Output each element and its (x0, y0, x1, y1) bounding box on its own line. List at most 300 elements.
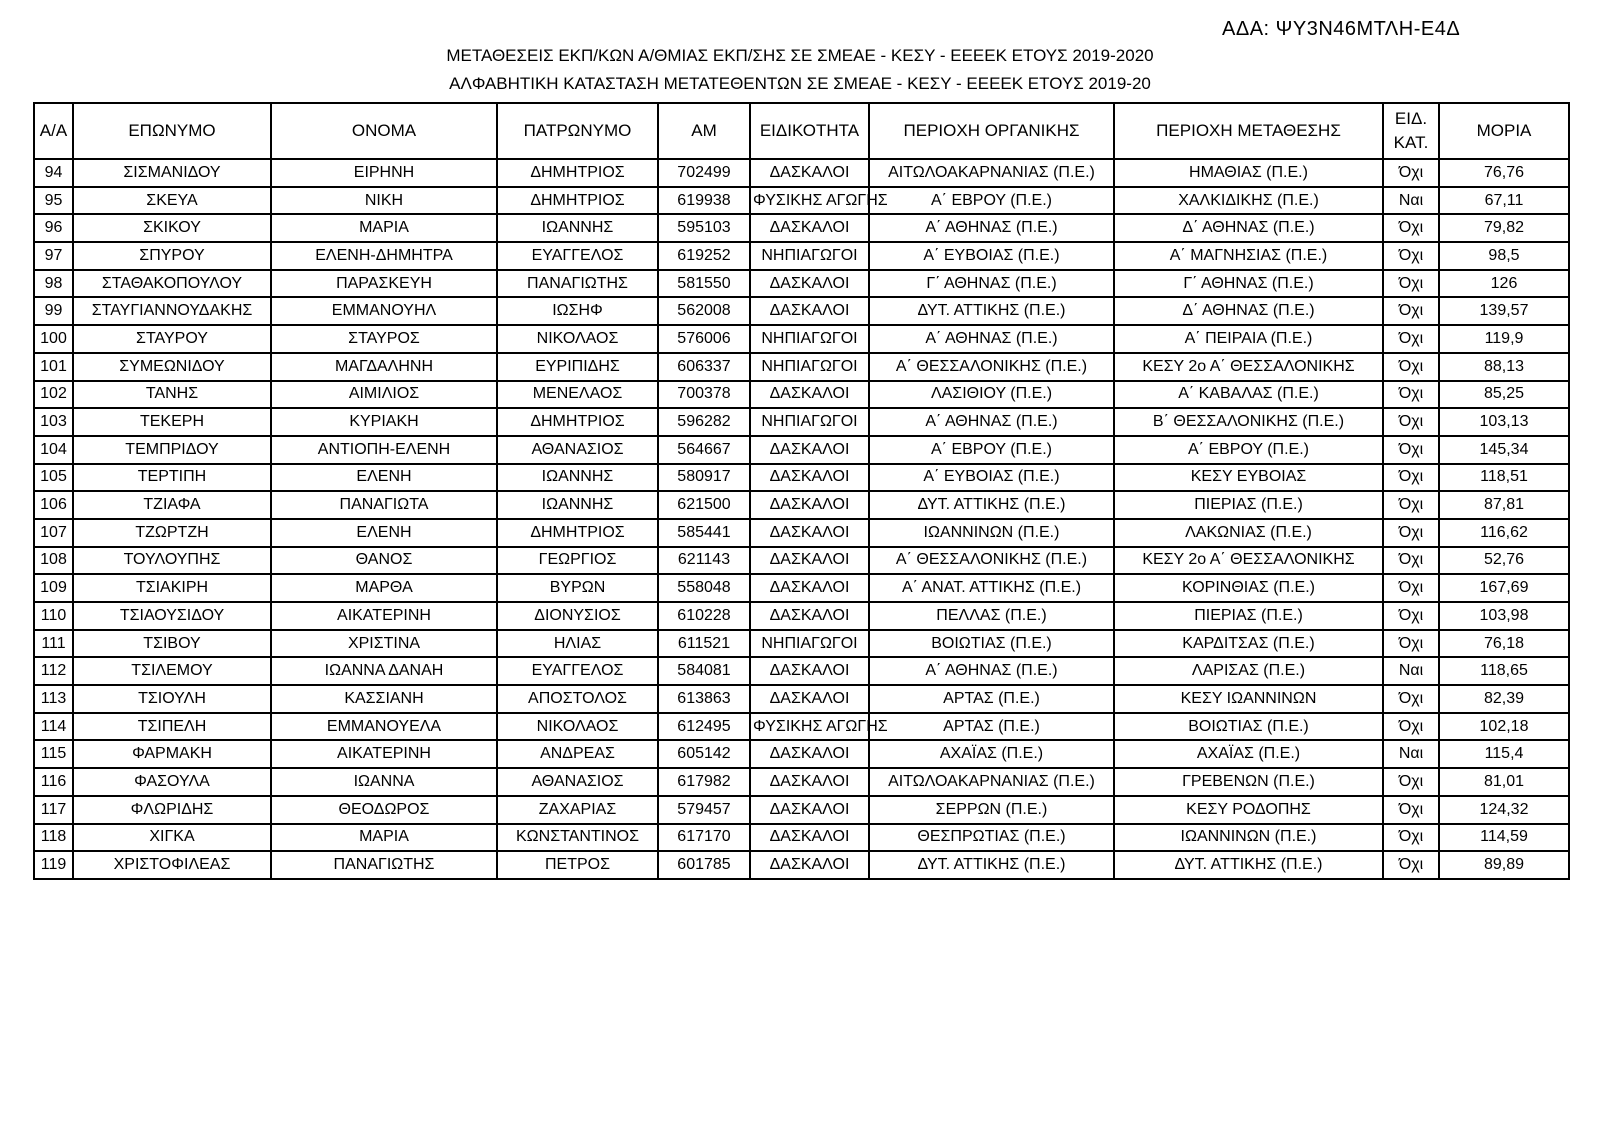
cell-name: ΕΛΕΝΗ-ΔΗΜΗΤΡΑ (271, 242, 497, 270)
col-header-name: ΟΝΟΜΑ (271, 103, 497, 159)
cell-specialty: ΔΑΣΚΑΛΟΙ (750, 740, 869, 768)
cell-fathers-name: ΔΗΜΗΤΡΙΟΣ (497, 519, 658, 547)
cell-specialty: ΔΑΣΚΑΛΟΙ (750, 297, 869, 325)
table-row (34, 602, 1569, 630)
table-row (34, 242, 1569, 270)
cell-fathers-name: ΕΥΑΓΓΕΛΟΣ (497, 657, 658, 685)
cell-am: 585441 (658, 519, 750, 547)
col-header-special-category: ΕΙΔ. ΚΑΤ. (1383, 103, 1439, 159)
cell-points: 119,9 (1439, 325, 1569, 353)
cell-fathers-name: ΔΗΜΗΤΡΙΟΣ (497, 408, 658, 436)
cell-am: 611521 (658, 630, 750, 658)
cell-fathers-name: ΑΘΑΝΑΣΙΟΣ (497, 436, 658, 464)
table-row (34, 159, 1569, 187)
cell-transfer-area: ΗΜΑΘΙΑΣ (Π.Ε.) (1114, 159, 1383, 187)
cell-organic-area: ΔΥΤ. ΑΤΤΙΚΗΣ (Π.Ε.) (869, 297, 1114, 325)
cell-transfer-area: ΒΟΙΩΤΙΑΣ (Π.Ε.) (1114, 713, 1383, 741)
cell-transfer-area: Δ΄ ΑΘΗΝΑΣ (Π.Ε.) (1114, 214, 1383, 242)
cell-name: ΕΙΡΗΝΗ (271, 159, 497, 187)
cell-special-category: Όχι (1383, 851, 1439, 879)
cell-aa: 94 (34, 159, 73, 187)
cell-surname: ΣΠΥΡΟΥ (73, 242, 271, 270)
cell-aa: 95 (34, 187, 73, 215)
cell-surname: ΣΚΕΥΑ (73, 187, 271, 215)
cell-aa: 116 (34, 768, 73, 796)
cell-name: ΙΩΑΝΝΑ (271, 768, 497, 796)
cell-aa: 114 (34, 713, 73, 741)
cell-fathers-name: ΕΥΡΙΠΙΔΗΣ (497, 353, 658, 381)
cell-specialty: ΔΑΣΚΑΛΟΙ (750, 464, 869, 492)
cell-am: 605142 (658, 740, 750, 768)
cell-surname: ΤΖΙΑΦΑ (73, 491, 271, 519)
cell-special-category: Όχι (1383, 242, 1439, 270)
cell-fathers-name: ΓΕΩΡΓΙΟΣ (497, 547, 658, 575)
cell-name: ΣΤΑΥΡΟΣ (271, 325, 497, 353)
cell-special-category: Ναι (1383, 187, 1439, 215)
cell-fathers-name: ΠΑΝΑΓΙΩΤΗΣ (497, 270, 658, 298)
cell-am: 619252 (658, 242, 750, 270)
cell-specialty: ΔΑΣΚΑΛΟΙ (750, 657, 869, 685)
cell-surname: ΧΙΓΚΑ (73, 824, 271, 852)
cell-fathers-name: ΑΘΑΝΑΣΙΟΣ (497, 768, 658, 796)
table-row (34, 436, 1569, 464)
cell-surname: ΤΟΥΛΟΥΠΗΣ (73, 547, 271, 575)
cell-aa: 105 (34, 464, 73, 492)
cell-transfer-area: Β΄ ΘΕΣΣΑΛΟΝΙΚΗΣ (Π.Ε.) (1114, 408, 1383, 436)
cell-aa: 118 (34, 824, 73, 852)
cell-special-category: Όχι (1383, 630, 1439, 658)
cell-aa: 103 (34, 408, 73, 436)
cell-am: 584081 (658, 657, 750, 685)
cell-fathers-name: ΜΕΝΕΛΑΟΣ (497, 381, 658, 409)
cell-points: 103,98 (1439, 602, 1569, 630)
cell-name: ΕΛΕΝΗ (271, 464, 497, 492)
cell-am: 621143 (658, 547, 750, 575)
cell-transfer-area: ΧΑΛΚΙΔΙΚΗΣ (Π.Ε.) (1114, 187, 1383, 215)
cell-transfer-area: ΛΑΚΩΝΙΑΣ (Π.Ε.) (1114, 519, 1383, 547)
cell-surname: ΤΕΚΕΡΗ (73, 408, 271, 436)
cell-specialty: ΔΑΣΚΑΛΟΙ (750, 270, 869, 298)
cell-surname: ΤΕΜΠΡΙΔΟΥ (73, 436, 271, 464)
cell-organic-area: ΑΡΤΑΣ (Π.Ε.) (869, 685, 1114, 713)
cell-aa: 115 (34, 740, 73, 768)
cell-fathers-name: ΔΙΟΝΥΣΙΟΣ (497, 602, 658, 630)
table-row (34, 713, 1569, 741)
cell-organic-area: Α΄ ΑΘΗΝΑΣ (Π.Ε.) (869, 214, 1114, 242)
cell-am: 613863 (658, 685, 750, 713)
table-row (34, 685, 1569, 713)
cell-organic-area: Α΄ ΑΘΗΝΑΣ (Π.Ε.) (869, 325, 1114, 353)
cell-special-category: Όχι (1383, 436, 1439, 464)
cell-surname: ΦΑΡΜΑΚΗ (73, 740, 271, 768)
cell-points: 167,69 (1439, 574, 1569, 602)
cell-aa: 98 (34, 270, 73, 298)
cell-surname: ΤΣΙΛΕΜΟΥ (73, 657, 271, 685)
cell-specialty: ΔΑΣΚΑΛΟΙ (750, 796, 869, 824)
cell-organic-area: ΛΑΣΙΘΙΟΥ (Π.Ε.) (869, 381, 1114, 409)
cell-fathers-name: ΝΙΚΟΛΑΟΣ (497, 325, 658, 353)
cell-specialty: ΔΑΣΚΑΛΟΙ (750, 381, 869, 409)
cell-fathers-name: ΒΥΡΩΝ (497, 574, 658, 602)
table-row (34, 325, 1569, 353)
cell-organic-area: ΔΥΤ. ΑΤΤΙΚΗΣ (Π.Ε.) (869, 491, 1114, 519)
cell-specialty: ΔΑΣΚΑΛΟΙ (750, 159, 869, 187)
cell-name: ΚΥΡΙΑΚΗ (271, 408, 497, 436)
cell-fathers-name: ΙΩΑΝΝΗΣ (497, 464, 658, 492)
cell-aa: 100 (34, 325, 73, 353)
cell-name: ΜΑΡΘΑ (271, 574, 497, 602)
cell-fathers-name: ΖΑΧΑΡΙΑΣ (497, 796, 658, 824)
cell-special-category: Ναι (1383, 657, 1439, 685)
cell-aa: 106 (34, 491, 73, 519)
cell-fathers-name: ΕΥΑΓΓΕΛΟΣ (497, 242, 658, 270)
cell-transfer-area: Δ΄ ΑΘΗΝΑΣ (Π.Ε.) (1114, 297, 1383, 325)
cell-transfer-area: ΠΙΕΡΙΑΣ (Π.Ε.) (1114, 602, 1383, 630)
cell-am: 700378 (658, 381, 750, 409)
table-row (34, 768, 1569, 796)
table-row (34, 824, 1569, 852)
cell-specialty: ΝΗΠΙΑΓΩΓΟΙ (750, 408, 869, 436)
cell-points: 115,4 (1439, 740, 1569, 768)
cell-specialty: ΦΥΣΙΚΗΣ ΑΓΩΓΗΣ (750, 187, 869, 215)
cell-points: 103,13 (1439, 408, 1569, 436)
cell-specialty: ΔΑΣΚΑΛΟΙ (750, 768, 869, 796)
cell-organic-area: Γ΄ ΑΘΗΝΑΣ (Π.Ε.) (869, 270, 1114, 298)
cell-points: 87,81 (1439, 491, 1569, 519)
cell-specialty: ΝΗΠΙΑΓΩΓΟΙ (750, 242, 869, 270)
cell-surname: ΣΤΑΥΡΟΥ (73, 325, 271, 353)
cell-name: ΠΑΝΑΓΙΩΤΗΣ (271, 851, 497, 879)
table-row (34, 740, 1569, 768)
cell-points: 124,32 (1439, 796, 1569, 824)
cell-name: ΑΙΜΙΛΙΟΣ (271, 381, 497, 409)
table-row (34, 464, 1569, 492)
cell-name: ΕΛΕΝΗ (271, 519, 497, 547)
cell-organic-area: Α΄ ΑΝΑΤ. ΑΤΤΙΚΗΣ (Π.Ε.) (869, 574, 1114, 602)
table-row (34, 491, 1569, 519)
cell-surname: ΤΣΙΑΟΥΣΙΔΟΥ (73, 602, 271, 630)
cell-surname: ΣΙΣΜΑΝΙΔΟΥ (73, 159, 271, 187)
table-row (34, 187, 1569, 215)
cell-am: 606337 (658, 353, 750, 381)
table-row (34, 574, 1569, 602)
cell-surname: ΦΛΩΡΙΔΗΣ (73, 796, 271, 824)
cell-specialty: ΔΑΣΚΑΛΟΙ (750, 547, 869, 575)
cell-am: 580917 (658, 464, 750, 492)
cell-organic-area: ΙΩΑΝΝΙΝΩΝ (Π.Ε.) (869, 519, 1114, 547)
cell-aa: 110 (34, 602, 73, 630)
cell-name: ΑΙΚΑΤΕΡΙΝΗ (271, 602, 497, 630)
table-row (34, 297, 1569, 325)
table-header-row (34, 103, 1569, 159)
cell-points: 116,62 (1439, 519, 1569, 547)
cell-points: 67,11 (1439, 187, 1569, 215)
col-header-organic-area: ΠΕΡΙΟΧΗ ΟΡΓΑΝΙΚΗΣ (869, 103, 1114, 159)
cell-aa: 111 (34, 630, 73, 658)
cell-special-category: Όχι (1383, 408, 1439, 436)
col-header-am: ΑΜ (658, 103, 750, 159)
cell-specialty: ΝΗΠΙΑΓΩΓΟΙ (750, 630, 869, 658)
cell-aa: 97 (34, 242, 73, 270)
cell-transfer-area: Α΄ ΜΑΓΝΗΣΙΑΣ (Π.Ε.) (1114, 242, 1383, 270)
cell-special-category: Όχι (1383, 214, 1439, 242)
cell-points: 88,13 (1439, 353, 1569, 381)
cell-organic-area: ΒΟΙΩΤΙΑΣ (Π.Ε.) (869, 630, 1114, 658)
cell-am: 610228 (658, 602, 750, 630)
document-subtitle: ΑΛΦΑΒΗΤΙΚΗ ΚΑΤΑΣΤΑΣΗ ΜΕΤΑΤΕΘΕΝΤΩΝ ΣΕ ΣΜΕΑΕ - ΚΕΣΥ - ΕΕΕΕΚ ΕΤΟΥΣ 2019-20 (449, 74, 1151, 93)
cell-aa: 117 (34, 796, 73, 824)
cell-transfer-area: ΓΡΕΒΕΝΩΝ (Π.Ε.) (1114, 768, 1383, 796)
cell-specialty: ΦΥΣΙΚΗΣ ΑΓΩΓΗΣ (750, 713, 869, 741)
cell-aa: 112 (34, 657, 73, 685)
table-body (34, 159, 1569, 879)
cell-am: 612495 (658, 713, 750, 741)
cell-points: 98,5 (1439, 242, 1569, 270)
cell-specialty: ΝΗΠΙΑΓΩΓΟΙ (750, 325, 869, 353)
cell-fathers-name: ΔΗΜΗΤΡΙΟΣ (497, 187, 658, 215)
cell-organic-area: ΑΙΤΩΛΟΑΚΑΡΝΑΝΙΑΣ (Π.Ε.) (869, 768, 1114, 796)
cell-am: 564667 (658, 436, 750, 464)
cell-name: ΚΑΣΣΙΑΝΗ (271, 685, 497, 713)
cell-aa: 109 (34, 574, 73, 602)
cell-organic-area: ΔΥΤ. ΑΤΤΙΚΗΣ (Π.Ε.) (869, 851, 1114, 879)
cell-name: ΘΕΟΔΩΡΟΣ (271, 796, 497, 824)
col-header-fathers-name: ΠΑΤΡΩΝΥΜΟ (497, 103, 658, 159)
cell-am: 617982 (658, 768, 750, 796)
cell-special-category: Όχι (1383, 547, 1439, 575)
cell-specialty: ΔΑΣΚΑΛΟΙ (750, 602, 869, 630)
cell-transfer-area: Γ΄ ΑΘΗΝΑΣ (Π.Ε.) (1114, 270, 1383, 298)
cell-points: 76,76 (1439, 159, 1569, 187)
cell-organic-area: Α΄ ΘΕΣΣΑΛΟΝΙΚΗΣ (Π.Ε.) (869, 547, 1114, 575)
cell-specialty: ΝΗΠΙΑΓΩΓΟΙ (750, 353, 869, 381)
cell-points: 145,34 (1439, 436, 1569, 464)
cell-special-category: Όχι (1383, 768, 1439, 796)
cell-special-category: Όχι (1383, 159, 1439, 187)
cell-fathers-name: ΝΙΚΟΛΑΟΣ (497, 713, 658, 741)
cell-am: 562008 (658, 297, 750, 325)
cell-points: 85,25 (1439, 381, 1569, 409)
cell-organic-area: ΘΕΣΠΡΩΤΙΑΣ (Π.Ε.) (869, 824, 1114, 852)
cell-aa: 96 (34, 214, 73, 242)
cell-organic-area: Α΄ ΕΥΒΟΙΑΣ (Π.Ε.) (869, 464, 1114, 492)
cell-transfer-area: Α΄ ΚΑΒΑΛΑΣ (Π.Ε.) (1114, 381, 1383, 409)
cell-organic-area: Α΄ ΑΘΗΝΑΣ (Π.Ε.) (869, 408, 1114, 436)
cell-aa: 108 (34, 547, 73, 575)
cell-organic-area: ΑΙΤΩΛΟΑΚΑΡΝΑΝΙΑΣ (Π.Ε.) (869, 159, 1114, 187)
cell-transfer-area: ΚΕΣΥ ΕΥΒΟΙΑΣ (1114, 464, 1383, 492)
cell-name: ΧΡΙΣΤΙΝΑ (271, 630, 497, 658)
cell-surname: ΧΡΙΣΤΟΦΙΛΕΑΣ (73, 851, 271, 879)
cell-transfer-area: ΚΕΣΥ 2ο Α΄ ΘΕΣΣΑΛΟΝΙΚΗΣ (1114, 547, 1383, 575)
cell-fathers-name: ΑΠΟΣΤΟΛΟΣ (497, 685, 658, 713)
cell-transfer-area: ΚΟΡΙΝΘΙΑΣ (Π.Ε.) (1114, 574, 1383, 602)
cell-name: ΑΙΚΑΤΕΡΙΝΗ (271, 740, 497, 768)
cell-special-category: Όχι (1383, 602, 1439, 630)
cell-transfer-area: ΛΑΡΙΣΑΣ (Π.Ε.) (1114, 657, 1383, 685)
cell-surname: ΤΣΙΟΥΛΗ (73, 685, 271, 713)
col-header-specialty: ΕΙΔΙΚΟΤΗΤΑ (750, 103, 869, 159)
cell-am: 595103 (658, 214, 750, 242)
cell-fathers-name: ΔΗΜΗΤΡΙΟΣ (497, 159, 658, 187)
ada-code: ΑΔΑ: ΨΥ3Ν46ΜΤΛΗ-Ε4Δ (1222, 18, 1461, 40)
cell-transfer-area: ΑΧΑΪΑΣ (Π.Ε.) (1114, 740, 1383, 768)
cell-special-category: Ναι (1383, 740, 1439, 768)
cell-name: ΜΑΡΙΑ (271, 214, 497, 242)
cell-fathers-name: ΙΩΑΝΝΗΣ (497, 214, 658, 242)
cell-special-category: Όχι (1383, 491, 1439, 519)
cell-surname: ΤΣΙΒΟΥ (73, 630, 271, 658)
cell-points: 76,18 (1439, 630, 1569, 658)
cell-surname: ΤΕΡΤΙΠΗ (73, 464, 271, 492)
cell-specialty: ΔΑΣΚΑΛΟΙ (750, 824, 869, 852)
cell-surname: ΦΑΣΟΥΛΑ (73, 768, 271, 796)
cell-fathers-name: ΚΩΝΣΤΑΝΤΙΝΟΣ (497, 824, 658, 852)
col-header-aa: Α/Α (34, 103, 73, 159)
cell-am: 702499 (658, 159, 750, 187)
cell-special-category: Όχι (1383, 713, 1439, 741)
cell-points: 52,76 (1439, 547, 1569, 575)
cell-surname: ΣΚΙΚΟΥ (73, 214, 271, 242)
cell-special-category: Όχι (1383, 824, 1439, 852)
cell-surname: ΤΣΙΠΕΛΗ (73, 713, 271, 741)
cell-am: 579457 (658, 796, 750, 824)
cell-points: 118,51 (1439, 464, 1569, 492)
col-header-transfer-area: ΠΕΡΙΟΧΗ ΜΕΤΑΘΕΣΗΣ (1114, 103, 1383, 159)
table-row (34, 214, 1569, 242)
cell-aa: 104 (34, 436, 73, 464)
cell-transfer-area: ΠΙΕΡΙΑΣ (Π.Ε.) (1114, 491, 1383, 519)
cell-transfer-area: Α΄ ΠΕΙΡΑΙΑ (Π.Ε.) (1114, 325, 1383, 353)
cell-specialty: ΔΑΣΚΑΛΟΙ (750, 851, 869, 879)
col-header-surname: ΕΠΩΝΥΜΟ (73, 103, 271, 159)
document-title: ΜΕΤΑΘΕΣΕΙΣ ΕΚΠ/ΚΩΝ Α/ΘΜΙΑΣ ΕΚΠ/ΣΗΣ ΣΕ ΣΜΕΑΕ - ΚΕΣΥ - ΕΕΕΕΚ ΕΤΟΥΣ 2019-2020 (446, 46, 1154, 65)
cell-fathers-name: ΙΩΑΝΝΗΣ (497, 491, 658, 519)
cell-organic-area: Α΄ ΘΕΣΣΑΛΟΝΙΚΗΣ (Π.Ε.) (869, 353, 1114, 381)
table-row (34, 796, 1569, 824)
cell-surname: ΤΖΩΡΤΖΗ (73, 519, 271, 547)
cell-special-category: Όχι (1383, 325, 1439, 353)
cell-organic-area: Α΄ ΕΒΡΟΥ (Π.Ε.) (869, 187, 1114, 215)
cell-organic-area: ΑΡΤΑΣ (Π.Ε.) (869, 713, 1114, 741)
table-row (34, 851, 1569, 879)
cell-organic-area: Α΄ ΑΘΗΝΑΣ (Π.Ε.) (869, 657, 1114, 685)
cell-am: 581550 (658, 270, 750, 298)
cell-name: ΕΜΜΑΝΟΥΕΛΑ (271, 713, 497, 741)
cell-aa: 113 (34, 685, 73, 713)
cell-special-category: Όχι (1383, 297, 1439, 325)
cell-am: 601785 (658, 851, 750, 879)
cell-name: ΝΙΚΗ (271, 187, 497, 215)
cell-am: 619938 (658, 187, 750, 215)
table-row (34, 630, 1569, 658)
cell-name: ΜΑΡΙΑ (271, 824, 497, 852)
cell-transfer-area: ΚΕΣΥ 2ο Α΄ ΘΕΣΣΑΛΟΝΙΚΗΣ (1114, 353, 1383, 381)
cell-specialty: ΔΑΣΚΑΛΟΙ (750, 519, 869, 547)
table-row (34, 519, 1569, 547)
cell-name: ΘΑΝΟΣ (271, 547, 497, 575)
cell-specialty: ΔΑΣΚΑΛΟΙ (750, 436, 869, 464)
cell-aa: 107 (34, 519, 73, 547)
cell-special-category: Όχι (1383, 270, 1439, 298)
cell-organic-area: Α΄ ΕΥΒΟΙΑΣ (Π.Ε.) (869, 242, 1114, 270)
table-row (34, 408, 1569, 436)
cell-am: 617170 (658, 824, 750, 852)
cell-name: ΑΝΤΙΟΠΗ-ΕΛΕΝΗ (271, 436, 497, 464)
cell-surname: ΤΣΙΑΚΙΡΗ (73, 574, 271, 602)
cell-points: 82,39 (1439, 685, 1569, 713)
cell-transfer-area: ΚΑΡΔΙΤΣΑΣ (Π.Ε.) (1114, 630, 1383, 658)
cell-name: ΕΜΜΑΝΟΥΗΛ (271, 297, 497, 325)
cell-specialty: ΔΑΣΚΑΛΟΙ (750, 574, 869, 602)
cell-am: 621500 (658, 491, 750, 519)
cell-fathers-name: ΗΛΙΑΣ (497, 630, 658, 658)
cell-specialty: ΔΑΣΚΑΛΟΙ (750, 491, 869, 519)
cell-transfer-area: ΚΕΣΥ ΙΩΑΝΝΙΝΩΝ (1114, 685, 1383, 713)
cell-special-category: Όχι (1383, 685, 1439, 713)
table-row (34, 657, 1569, 685)
cell-am: 558048 (658, 574, 750, 602)
cell-organic-area: ΣΕΡΡΩΝ (Π.Ε.) (869, 796, 1114, 824)
cell-surname: ΣΤΑΘΑΚΟΠΟΥΛΟΥ (73, 270, 271, 298)
table-row (34, 547, 1569, 575)
cell-name: ΙΩΑΝΝΑ ΔΑΝΑΗ (271, 657, 497, 685)
cell-name: ΜΑΓΔΑΛΗΝΗ (271, 353, 497, 381)
cell-transfer-area: ΙΩΑΝΝΙΝΩΝ (Π.Ε.) (1114, 824, 1383, 852)
cell-special-category: Όχι (1383, 381, 1439, 409)
cell-organic-area: ΑΧΑΪΑΣ (Π.Ε.) (869, 740, 1114, 768)
cell-transfer-area: Α΄ ΕΒΡΟΥ (Π.Ε.) (1114, 436, 1383, 464)
col-header-points: ΜΟΡΙΑ (1439, 103, 1569, 159)
cell-points: 89,89 (1439, 851, 1569, 879)
table-row (34, 353, 1569, 381)
cell-transfer-area: ΔΥΤ. ΑΤΤΙΚΗΣ (Π.Ε.) (1114, 851, 1383, 879)
cell-surname: ΣΥΜΕΩΝΙΔΟΥ (73, 353, 271, 381)
transfers-table (33, 102, 1570, 880)
cell-specialty: ΔΑΣΚΑΛΟΙ (750, 214, 869, 242)
cell-aa: 119 (34, 851, 73, 879)
cell-name: ΠΑΝΑΓΙΩΤΑ (271, 491, 497, 519)
cell-organic-area: ΠΕΛΛΑΣ (Π.Ε.) (869, 602, 1114, 630)
cell-points: 114,59 (1439, 824, 1569, 852)
cell-organic-area: Α΄ ΕΒΡΟΥ (Π.Ε.) (869, 436, 1114, 464)
table-row (34, 381, 1569, 409)
cell-transfer-area: ΚΕΣΥ ΡΟΔΟΠΗΣ (1114, 796, 1383, 824)
cell-special-category: Όχι (1383, 519, 1439, 547)
cell-fathers-name: ΙΩΣΗΦ (497, 297, 658, 325)
cell-special-category: Όχι (1383, 353, 1439, 381)
cell-aa: 99 (34, 297, 73, 325)
cell-am: 576006 (658, 325, 750, 353)
cell-points: 102,18 (1439, 713, 1569, 741)
cell-surname: ΣΤΑΥΓΙΑΝΝΟΥΔΑΚΗΣ (73, 297, 271, 325)
cell-points: 139,57 (1439, 297, 1569, 325)
cell-fathers-name: ΑΝΔΡΕΑΣ (497, 740, 658, 768)
cell-points: 126 (1439, 270, 1569, 298)
cell-name: ΠΑΡΑΣΚΕΥΗ (271, 270, 497, 298)
cell-am: 596282 (658, 408, 750, 436)
cell-surname: ΤΑΝΗΣ (73, 381, 271, 409)
cell-special-category: Όχι (1383, 574, 1439, 602)
cell-fathers-name: ΠΕΤΡΟΣ (497, 851, 658, 879)
cell-points: 81,01 (1439, 768, 1569, 796)
cell-points: 118,65 (1439, 657, 1569, 685)
table-row (34, 270, 1569, 298)
cell-aa: 102 (34, 381, 73, 409)
cell-aa: 101 (34, 353, 73, 381)
cell-specialty: ΔΑΣΚΑΛΟΙ (750, 685, 869, 713)
cell-special-category: Όχι (1383, 464, 1439, 492)
